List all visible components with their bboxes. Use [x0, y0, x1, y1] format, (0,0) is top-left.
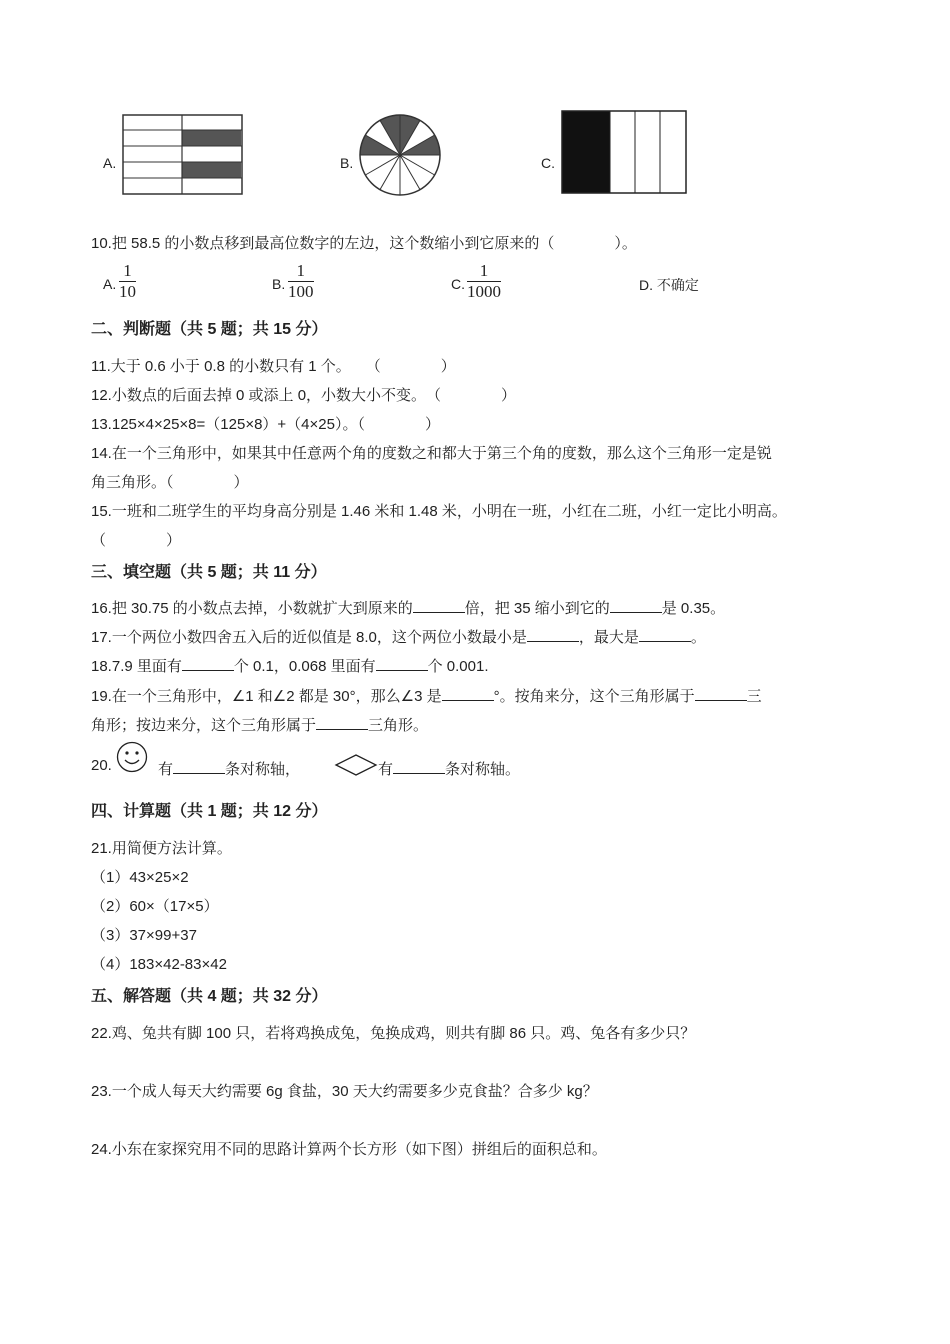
- answer-blank[interactable]: [442, 686, 494, 701]
- answer-blank[interactable]: [182, 656, 234, 671]
- option-b-label[interactable]: B.: [340, 155, 354, 171]
- rhombus-icon: [335, 754, 377, 776]
- question-23: 23.一个成人每天大约需要 6g 食盐，30 天大约需要多少克食盐？合多少 kg？: [91, 1083, 598, 1100]
- question-20-part-2: [378, 758, 520, 779]
- q20-text-c: 有: [378, 761, 394, 778]
- section-3-heading: 三、填空题（共 5 题；共 11 分）: [91, 564, 327, 581]
- answer-blank[interactable]: [376, 656, 428, 671]
- denominator: 1000: [467, 282, 501, 301]
- question-24: 24.小东在家探究用不同的思路计算两个长方形（如下图）拼组后的面积总和。: [91, 1141, 607, 1158]
- q19-text-a: 19.在一个三角形中，∠1 和∠2 都是 30°，那么∠3 是: [91, 688, 442, 705]
- question-19-line-2: [91, 714, 428, 735]
- denominator: 100: [288, 282, 314, 301]
- answer-blank[interactable]: [527, 627, 579, 642]
- question-16: [91, 597, 725, 618]
- q19-text-d: 角形；按边来分，这个三角形属于: [91, 717, 317, 734]
- question-19-line-1: [91, 685, 762, 706]
- answer-blank[interactable]: [173, 759, 225, 774]
- calc-item-2: （2）60×（17×5）: [91, 898, 219, 915]
- section-4-heading: 四、计算题（共 1 题；共 12 分）: [91, 803, 328, 820]
- q16-text-b: 倍，把 35 缩小到它的: [464, 600, 610, 617]
- question-15-line-1: 15.一班和二班学生的平均身高分别是 1.46 米和 1.48 米，小明在一班，小红在二班，小红一定比小明高。: [91, 503, 787, 520]
- question-13: 13.125×4×25×8=（125×8）+（4×25）。（ ）: [91, 416, 440, 433]
- answer-blank[interactable]: [413, 598, 465, 613]
- calc-item-1: （1）43×25×2: [91, 869, 189, 886]
- question-11: 11.大于 0.6 小于 0.8 的小数只有 1 个。 （ ）: [91, 358, 456, 375]
- q10-option-b-label[interactable]: B.: [272, 276, 286, 292]
- q19-text-e: 三角形。: [368, 717, 429, 734]
- question-20-part-1: [158, 758, 300, 779]
- answer-blank[interactable]: [393, 759, 445, 774]
- q10-option-d[interactable]: D. 不确定: [639, 277, 699, 293]
- answer-blank[interactable]: [639, 627, 691, 642]
- question-18: [91, 655, 488, 676]
- q17-text-b: ，最大是: [578, 629, 639, 646]
- option-a-label[interactable]: A.: [103, 155, 117, 171]
- question-12: 12.小数点的后面去掉 0 或添上 0，小数大小不变。 （ ）: [91, 387, 517, 404]
- answer-blank[interactable]: [316, 715, 368, 730]
- q10-option-a-label[interactable]: A.: [103, 276, 117, 292]
- circle-figure-b: [358, 113, 442, 197]
- question-17: [91, 626, 706, 647]
- question-14-line-2: 角三角形。（ ）: [91, 474, 249, 491]
- question-15-line-2: （ ）: [91, 532, 182, 549]
- numerator: 1: [467, 261, 501, 282]
- calc-item-3: （3）37×99+37: [91, 927, 197, 944]
- q16-text-a: 16.把 30.75 的小数点去掉，小数就扩大到原来的: [91, 600, 413, 617]
- numerator: 1: [288, 261, 314, 282]
- q19-text-b: °。按角来分，这个三角形属于: [493, 688, 695, 705]
- q20-text-a: 有: [158, 761, 174, 778]
- option-c-label[interactable]: C.: [541, 155, 555, 171]
- q18-text-a: 18.7.9 里面有: [91, 658, 182, 675]
- section-5-heading: 五、解答题（共 4 题；共 32 分）: [91, 988, 328, 1005]
- question-20-number: 20.: [91, 757, 112, 774]
- question-10: 10.把 58.5 的小数点移到最高位数字的左边，这个数缩小到它原来的（ ）。: [91, 235, 637, 252]
- q18-text-c: 个 0.001.: [427, 658, 489, 675]
- question-21: 21.用简便方法计算。: [91, 840, 232, 857]
- q18-text-b: 个 0.1，0.068 里面有: [233, 658, 376, 675]
- q10-option-c-label[interactable]: C.: [451, 276, 465, 292]
- q10-option-c-fraction[interactable]: [467, 261, 501, 302]
- denominator: 10: [119, 282, 136, 301]
- calc-item-4: （4）183×42-83×42: [91, 956, 227, 973]
- answer-blank[interactable]: [695, 686, 747, 701]
- numerator: 1: [119, 261, 136, 282]
- bar-figure-c: [561, 110, 687, 194]
- q17-text-a: 17.一个两位小数四舍五入后的近似值是 8.0，这个两位小数最小是: [91, 629, 527, 646]
- q10-option-a-fraction[interactable]: [119, 261, 136, 302]
- q16-text-c: 是 0.35。: [661, 600, 726, 617]
- q17-text-c: 。: [690, 629, 706, 646]
- q10-option-b-fraction[interactable]: [288, 261, 314, 302]
- section-2-heading: 二、判断题（共 5 题；共 15 分）: [91, 321, 328, 338]
- q20-text-b: 条对称轴，: [225, 761, 301, 778]
- answer-blank[interactable]: [610, 598, 662, 613]
- q19-text-c: 三: [746, 688, 762, 705]
- question-22: 22.鸡、兔共有脚 100 只，若将鸡换成兔，兔换成鸡，则共有脚 86 只。鸡、兔各有多少只？: [91, 1025, 696, 1042]
- q20-text-d: 条对称轴。: [445, 761, 521, 778]
- grid-figure-a: [122, 114, 244, 196]
- question-14-line-1: 14.在一个三角形中，如果其中任意两个角的度数之和都大于第三个角的度数，那么这个三角形一定是锐: [91, 445, 772, 462]
- smiley-face-icon: [116, 741, 148, 773]
